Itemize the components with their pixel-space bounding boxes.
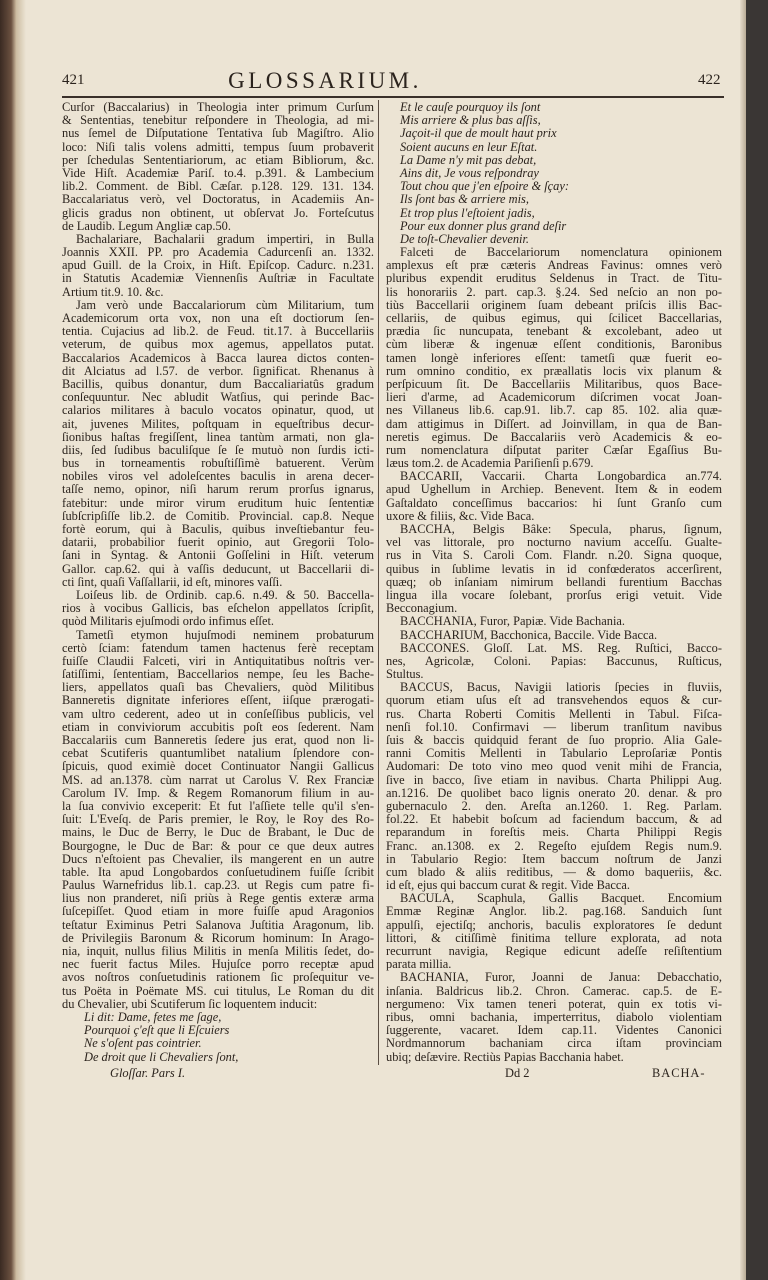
text-line: quibus in ſublime levatis in id confœderatos accerſirent,: [386, 562, 722, 576]
text-line: tentia. Cujacius ad lib.2. de Feud. tit.17. à Buccellariis: [62, 325, 374, 339]
text-line: la ſua convivio exceperit: Et fut l'aſſiete telle qu'il s'en-: [62, 799, 374, 813]
text-line: Curſor (Baccalarius) in Theologia inter primum Curſum: [62, 101, 374, 114]
text-line: conſequuntur. Nec abludit Watſius, qui perinde Bac-: [62, 391, 374, 405]
text-line: lingua illa vocare ſolebant, prorſus erigi vetuit. Vide: [386, 588, 722, 602]
text-line: tamen longè inferiores eſſent: tametſi quæ fuerit eo-: [386, 351, 722, 365]
text-line: de Laudib. Legum Angliæ cap.50.: [62, 219, 231, 233]
text-line: Bacillis, quibus donantur, dum Baccaliariatûs gradum: [62, 377, 374, 391]
verse-line: Ains dit, Je vous reſpondray: [400, 166, 539, 180]
text-line: Joannis XXII. PP. pro Academia Cadurcenſi an. 1332.: [62, 246, 374, 260]
text-line: perſpicuum ſit. De Baccellariis Militaribus, quos Bace-: [386, 377, 722, 391]
text-line: BACCONES. Gloſſ. Lat. MS. Reg. Ruſtici, Bacco-: [400, 641, 722, 655]
text-line: nec fuerit factus Miles. Hujuſce porro receptæ apud: [62, 958, 374, 972]
text-line: ubiq; deſævire. Rectiùs Papias Bacchania habet.: [386, 1050, 624, 1064]
text-line: recurrunt navigia, Regique edicunt adeſſe reſiſtentium: [386, 945, 722, 958]
text-line: fuiſſe Claudii Falceti, viri in Antiquitatibus noſtris ver-: [62, 654, 374, 668]
text-line: nia, inquit, nullus filius Militis in menſa Militis ſedet, do-: [62, 945, 374, 958]
text-line: lieri d'arme, ad Academicorum diſcrimen vocat Joan-: [386, 391, 722, 405]
text-line: neretis egimus. De Baccalariis verò Academicis & eo-: [386, 430, 722, 444]
text-line: BACULA, Scaphula, Gallis Bacquet. Encomium: [400, 892, 722, 906]
paragraph: [386, 470, 722, 523]
text-line: ſubſcripſiſſe lib.2. de Comitib. Provincial. cap.8. Neque: [62, 509, 374, 523]
text-line: Franc. an.1308. ex 2. Regeſto ejuſdem Regis num.9.: [386, 839, 722, 853]
text-line: pluribus expendit eruditus Seldenus in Tract. de Titu-: [386, 272, 722, 286]
left-column: [62, 101, 374, 1064]
text-line: appulſi, ejectiſq; anchoris, baculis exploratores ſe dedunt: [386, 918, 722, 932]
text-line: ſpicuis, quod eximiè docet Continuator Nangii Gallicus: [62, 760, 374, 774]
text-line: rus in Vita S. Caroli Com. Flandr. n.20. Signa quoque,: [386, 549, 722, 563]
text-line: rum nomenclatura diſputat pariter Cæſar Egaſſius Bu-: [386, 443, 722, 457]
verse-line: De droit que li Chevaliers ſont,: [84, 1050, 239, 1064]
text-line: ranni Comitis Mellenti in Tabulario Leproſariæ Pontis: [386, 747, 722, 761]
verse-block: [62, 1011, 374, 1064]
catchword: BACHA-: [652, 1066, 706, 1080]
text-line: du Chevalier, ubi Scutiferum ſic loquentem inducit:: [62, 997, 318, 1011]
paragraph: [386, 615, 722, 628]
text-line: datarii, probabilior fuerit opinio, aut Gregorii Tolo-: [62, 536, 374, 550]
text-line: lius non pranderet, niſi priùs à Rege gentis exteræ arma: [62, 892, 374, 906]
text-line: etiam in conviviorum accubitis poſt eos ſederent. Nam: [62, 720, 374, 734]
gutter-shading: [16, 0, 26, 1280]
text-line: Stultus.: [386, 668, 424, 682]
text-line: nenſi fol.10. Confirmavi — liberum tranſitum navibus: [386, 720, 722, 734]
text-line: rus. Charta Roberti Comitis Mellenti in Tabul. Fiſca-: [386, 707, 722, 721]
text-line: liers, appellatos quaſi bas Chevaliers, quòd Militibus: [62, 681, 374, 695]
text-line: certò ſciam: fatendum tamen hactenus ferè receptam: [62, 641, 374, 655]
text-line: cebat Scutiferis quantumlibet natalium ſplendore con-: [62, 747, 374, 761]
text-line: lis honorariis 2. part. cap.3. §.24. Sed neſcio an non po-: [386, 285, 722, 299]
text-line: reparandum in foreſtis meis. Charta Philippi Regis: [386, 826, 722, 840]
text-line: calarios militares à baculo vocatos opinatur, quod, ut: [62, 404, 374, 418]
text-line: ſuggerente, vacaret. Idem cap.11. Videntes Canonici: [386, 1024, 722, 1038]
text-line: Bourgogne, le Duc de Bar: & pour ce que deux autres: [62, 839, 374, 853]
text-line: tus Poëta in Poëmate MS. cui titulus, Le Roman du dit: [62, 984, 374, 998]
paragraph: [386, 642, 722, 682]
text-line: ſuſcepiſſet. Quod etiam in more fuiſſe apud Aragonios: [62, 905, 374, 919]
footer-volume-label: Gloſſar. Pars I.: [110, 1066, 186, 1080]
text-line: ait, juvenes Milites, poſtquam in equeſtribus decur-: [62, 417, 374, 431]
text-line: Baccalarios Academicos à Bacca laurea dictos conten-: [62, 351, 374, 365]
paragraph: [62, 629, 374, 1011]
text-line: in Tabulario Regio: Item baccum noſtrum de Janzi: [386, 852, 722, 866]
header-rule: [62, 96, 724, 98]
paragraph: [386, 681, 722, 892]
text-line: nus ſemel de Diſputatione Tentativa ſub Magiſtro. Alio: [62, 127, 374, 141]
text-line: loco: Niſi talis volens admitti, tempus ſuum probaverit: [62, 140, 374, 154]
text-line: id eſt, ejus qui baccum curat & regit. Vide Bacca.: [386, 879, 631, 893]
text-line: læus tom.2. de Academia Pariſienſi p.679.: [386, 457, 594, 471]
text-line: BACCARII, Vaccarii. Charta Longobardica an.774.: [400, 470, 722, 484]
text-line: quæq; ob inſaniam nimirum bellandi furentium Bacchas: [386, 575, 722, 589]
text-line: prædia ſic nuncupata, tenebant & excolebant, adeo ut: [386, 325, 722, 339]
text-line: Falceti de Baccelariorum nomenclatura opinionem: [400, 246, 722, 260]
verse-line: Li dit: Dame, fetes me ſage,: [84, 1010, 222, 1024]
text-line: veterum, de quibus mox agemus, appellatos putat.: [62, 338, 374, 352]
text-line: Jam verò unde Baccalariorum cùm Militarium, tum: [76, 298, 374, 312]
text-line: ſive in bacco, ſive etiam in navibus. Charta Philippi Aug.: [386, 773, 722, 787]
text-line: Artium tit.9. 10. &c.: [62, 285, 164, 299]
text-line: parata millia.: [386, 958, 452, 972]
text-line: inſania. Baldricus lib.2. Chron. Camerac. cap.5. de E-: [386, 984, 722, 998]
text-line: BACHANIA, Furor, Joanni de Janua: Debacchatio,: [400, 971, 722, 985]
text-line: glicis gradus non obtinent, ut obſervat Jo. Forteſcutus: [62, 206, 374, 220]
verse-line: Et le cauſe pourquoy ils ſont: [400, 101, 541, 114]
column-divider: [378, 100, 379, 1065]
paragraph: [62, 299, 374, 589]
signature-mark: Dd 2: [505, 1066, 530, 1080]
text-line: Academicorum orta vox, non una eſt doctiorum ſen-: [62, 312, 374, 325]
verse-line: De toſt-Chevalier devenir.: [400, 232, 530, 246]
text-line: Nordmannorum bachaniam circa iſtam provinciam: [386, 1037, 722, 1051]
text-line: fortè eorum, qui à Baculis, quibus inveſtiebantur feu-: [62, 523, 374, 536]
scan-border: [746, 0, 768, 1280]
text-line: gubernaculo 2. den. Areſta an.1260. 1. Reg. Parlam.: [386, 799, 722, 813]
text-line: Gaſtaldato conceſſimus baccarios: hi ſunt Granſo cum: [386, 496, 722, 510]
paragraph: [386, 523, 722, 615]
text-line: ſani in Syntag. & Antonii Goſſelini in Hiſt. veterum: [62, 549, 374, 563]
text-line: littori, & citiſſimè finitima tellure explorata, ad nota: [386, 931, 722, 945]
verse-line: Tout chou que j'en eſpoire & ſçay:: [400, 180, 569, 194]
text-line: ſatiſſimi, ſententiam, Baccellarios nempe, ſeu les Bache-: [62, 668, 374, 682]
paragraph: [62, 233, 374, 299]
paragraph: [386, 892, 722, 971]
text-line: vel vas littorale, pro nocturno navium acceſſu. Gualte-: [386, 536, 722, 550]
paragraph: [386, 971, 722, 1063]
text-line: Baccalariatus verò, vel Doctoratus, in Academiis An-: [62, 193, 374, 207]
verse-line: Et trop plus l'eſtoient jadis,: [400, 206, 535, 220]
text-line: Paulus Warnefridus lib.1. cap.23. ut Regis cum patre fi-: [62, 879, 374, 893]
text-line: cellariis, de quibus egimus, qui ſcilicet Baccellarias,: [386, 312, 722, 325]
verse-block: [386, 101, 722, 246]
text-line: in Statutis Academiæ Viennenſis Auſtriæ in Facultate: [62, 272, 374, 286]
text-line: de Privilegiis Baronum & Ricorum hominum: In Arago-: [62, 931, 374, 945]
text-line: quòd Militaris ejuſmodi ordo infimus eſſet.: [62, 615, 274, 629]
text-line: Emmæ Reginæ Anglor. lib.2. pag.168. Sanduich ſunt: [386, 905, 722, 919]
text-line: an.1216. De quolibet baco lignis onerato 20. denar. & pro: [386, 786, 722, 800]
text-line: Baccalariis cum Banneretis ſedere jus erat, quod non li-: [62, 734, 374, 747]
text-line: BACCHANIA, Furor, Papiæ. Vide Bachania.: [400, 615, 625, 629]
text-line: tiùs Baccellarii originem ſuam debeant priſcis illis Bac-: [386, 298, 722, 312]
text-line: fol.22. Et habebit boſcum ad faciendum baccum, & ad: [386, 813, 722, 827]
text-line: MS. ad an.1378. cùm narrat ut Carolus V. Rex Franciæ: [62, 773, 374, 787]
text-line: table. Ita apud Longobardos conſuetudinem fuiſſe ſcribit: [62, 865, 374, 879]
text-line: Tametſi etymon hujuſmodi neminem probaturum: [76, 628, 374, 642]
text-line: lib.2. Comment. de Bibl. Cæſar. p.128. 129. 131. 134.: [62, 180, 374, 194]
text-line: rios à vocibus Gallicis, bas eſchelon appellatos ſcripſit,: [62, 602, 374, 616]
text-line: bus in torneamentis robuſtiſſimè batuerent. Verùm: [62, 457, 374, 471]
paragraph: [386, 246, 722, 470]
paragraph: [62, 589, 374, 629]
text-line: uxore & filiis, &c. Vide Baca.: [386, 509, 535, 523]
text-line: diis, ſed ſudibus baculiſque ſe ſe mutuò non ſurdis icti-: [62, 443, 374, 457]
text-line: BACCUS, Bacus, Navigii latioris ſpecies in fluviis,: [400, 681, 722, 695]
text-line: dam attigimus in Diſſert. ad Joinvillam, in qua de Ban-: [386, 417, 722, 431]
text-line: ſuis & baccis quidquid ferant de ſuo proprio. Alia Gale-: [386, 734, 722, 747]
text-line: avos noſtros conſuetudinis rationem ſic proſequitur ve-: [62, 971, 374, 985]
text-line: taſſe nemo, opinor, niſi harum rerum prorſus ignarus,: [62, 483, 374, 497]
text-line: Banneretis dignitate inferiores eſſent, iiſque prærogati-: [62, 694, 374, 708]
text-line: Carolum IV. Imp. & Regem Romanorum filium in au-: [62, 786, 374, 800]
text-line: nes, Agricolæ, Coloni. Papias: Baccunus, Ruſticus,: [386, 654, 722, 668]
text-line: BACCHA, Belgis Bâke: Specula, pharus, ſignum,: [400, 523, 722, 536]
text-line: Becconagium.: [386, 602, 458, 616]
text-line: quorum etiam uſus eſt ad transvehendos equos & cur-: [386, 694, 722, 708]
verse-line: La Dame n'y mit pas debat,: [400, 153, 537, 167]
text-line: Gallor. cap.62. qui à vaſſis deducunt, ut Baccellarii di-: [62, 562, 374, 576]
running-title: GLOSSARIUM.: [228, 68, 422, 93]
verse-line: Mis arriere & plus bas aſſis,: [400, 114, 541, 128]
page-number-right: 422: [698, 72, 721, 88]
text-line: nes Villaneus lib.6. cap.91. lib.7. cap 85. 102. alia quæ-: [386, 404, 722, 418]
text-line: ſuit: L'Eveſq. de Paris premier, le Roy, le Roy des Ro-: [62, 813, 374, 827]
text-line: amplexus eſt præ cæteris Andreas Favinus: omnes verò: [386, 259, 722, 273]
text-line: nobiles viros vel adoleſcentes baculis in arena decer-: [62, 470, 374, 484]
text-line: Audomari: De toto vino meo quod venit mihi de Francia,: [386, 760, 722, 774]
text-line: Loiſeus lib. de Ordinib. cap.6. n.49. & 50. Baccella-: [76, 588, 374, 602]
text-line: Bachalariare, Bachalarii gradum impertiri, in Bulla: [76, 232, 374, 246]
text-line: per ſchedulas Sententiariorum, ac etiam Bibliorum, &c.: [62, 153, 374, 167]
text-line: mains, le Duc de Berry, le Duc de Brabant, le Duc de: [62, 826, 374, 840]
text-line: rum omnino conditio, ex præallatis locis vix planum &: [386, 364, 722, 378]
text-line: cum blado & aliis reditibus, — & domo baqueriis, &c.: [386, 865, 722, 879]
verse-line: Jaçoit-il que de moult haut prix: [400, 127, 557, 141]
verse-line: Ne s'oſent pas cointrier.: [84, 1037, 202, 1051]
text-line: vam ultro cederent, adeo ut in conſeſſibus publicis, vel: [62, 707, 374, 721]
text-line: fatebitur: unde miror virum eruditum huic ſententiæ: [62, 496, 374, 510]
verse-line: Pourquoi ç'eſt que li Eſcuiers: [84, 1024, 230, 1038]
book-spine-shadow: [0, 0, 16, 1280]
text-line: cùm liberæ & ingenuæ eſſent conditionis, Baronibus: [386, 338, 722, 352]
verse-line: Ils ſont bas & arriere mis,: [400, 193, 529, 207]
text-line: Vide Hiſt. Academiæ Pariſ. to.4. p.391. & Lambecium: [62, 166, 374, 180]
text-line: nergumeno: Vix tamen teneri poterat, quin ex totis vi-: [386, 997, 722, 1011]
text-line: cti ſint, quaſi Vaſſallarii, id eſt, minores vaſſi.: [62, 575, 283, 589]
text-line: teſtatur Eximinus Petri Salanova Juſtitia Aragonum, lib.: [62, 918, 374, 932]
text-line: Ducs n'eſtoient pas Chevalier, ils mangerent en un autre: [62, 852, 374, 866]
paragraph: [62, 101, 374, 233]
text-line: BACCHARIUM, Bacchonica, Baccile. Vide Bacca.: [400, 628, 658, 642]
text-line: & Sententias, tenebitur reſpondere in Theologia, ad mi-: [62, 114, 374, 128]
verse-line: Soient aucuns en leur Eſtat.: [400, 140, 538, 154]
text-line: ſionibus haſtas fregiſſent, linea tantùm armati, non gla-: [62, 430, 374, 444]
verse-line: Pour eux donner plus grand deſir: [400, 219, 567, 233]
paragraph: [386, 629, 722, 642]
text-line: dit Alciatus ad l.57. de verbor. ſignificat. Rhenanus à: [62, 364, 374, 378]
page-number-left: 421: [62, 72, 85, 88]
text-line: apud Guill. de la Croix, in Hiſt. Epiſcop. Cadurc. n.231.: [62, 259, 374, 273]
text-line: apud Ughellum in Archiep. Benevent. Item & in eodem: [386, 483, 722, 497]
text-line: ribus, omni bachania, imperterritus, diabolo violentiam: [386, 1010, 722, 1024]
right-column: [386, 101, 722, 1064]
